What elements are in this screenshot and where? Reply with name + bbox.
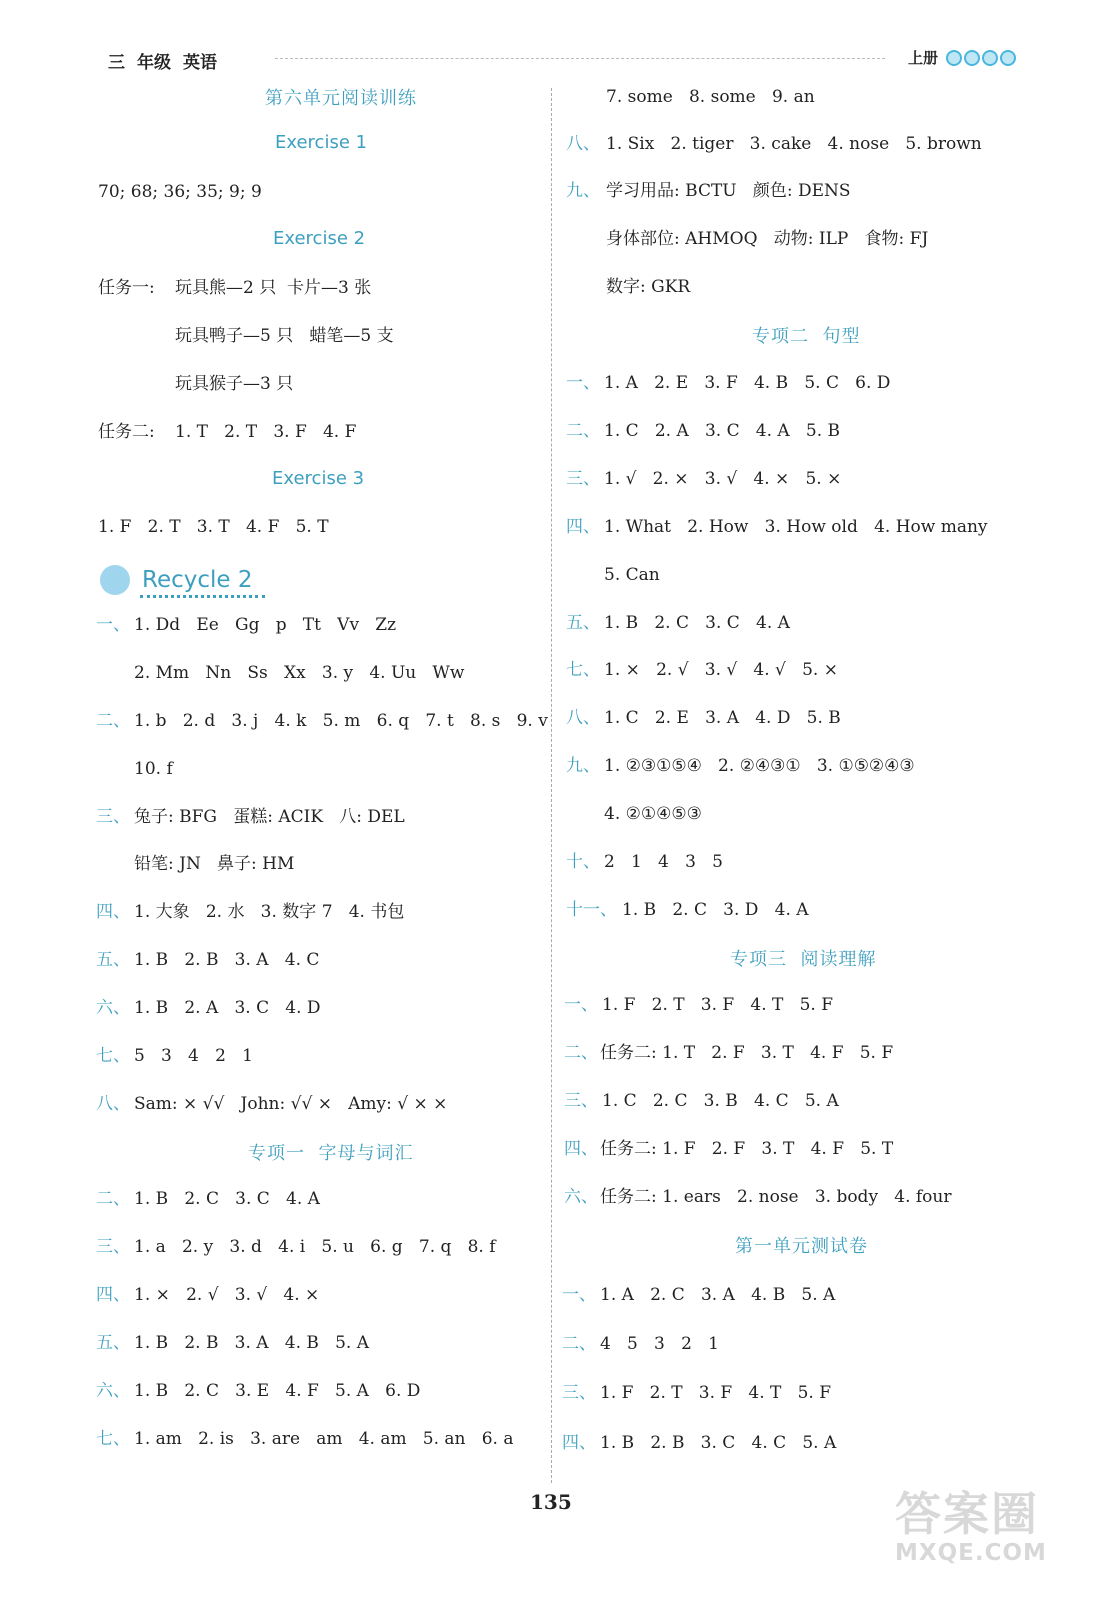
task1-line3: 玩具猴子—3 只 bbox=[175, 374, 294, 394]
question-number: 七、 bbox=[96, 1046, 130, 1066]
question-number: 二、 bbox=[564, 1043, 598, 1063]
special2-q3: 1. √ 2. × 3. √ 4. × 5. × bbox=[604, 469, 842, 489]
question-number: 六、 bbox=[96, 998, 130, 1018]
unit-q9-line1: 学习用品: BCTU 颜色: DENS bbox=[606, 181, 851, 201]
question-number: 一、 bbox=[564, 995, 598, 1015]
task1-label: 任务一: bbox=[98, 278, 155, 298]
question-number: 十一、 bbox=[566, 900, 617, 920]
special2-q1: 1. A 2. E 3. F 4. B 5. C 6. D bbox=[604, 373, 891, 393]
unit1-test-title: 第一单元测试卷 bbox=[735, 1236, 868, 1257]
recycle-q1-line2: 2. Mm Nn Ss Xx 3. y 4. Uu Ww bbox=[134, 663, 465, 683]
circle-bullet-icon bbox=[100, 565, 130, 595]
question-number: 三、 bbox=[96, 1237, 130, 1257]
question-number: 五、 bbox=[96, 950, 130, 970]
question-number: 五、 bbox=[96, 1333, 130, 1353]
task1-line2: 玩具鸭子—5 只 蜡笔—5 支 bbox=[175, 326, 394, 346]
recycle-q2-line1: 1. b 2. d 3. j 4. k 5. m 6. q 7. t 8. s 9. v bbox=[134, 711, 548, 731]
special1-q2: 1. B 2. C 3. C 4. A bbox=[134, 1189, 320, 1209]
special1-title: 专项一 字母与词汇 bbox=[248, 1143, 414, 1164]
recycle-q3-line1: 兔子: BFG 蛋糕: ACIK 八: DEL bbox=[134, 807, 405, 827]
task2-label: 任务二: bbox=[98, 422, 155, 442]
special3-q2: 任务二: 1. T 2. F 3. T 4. F 5. F bbox=[600, 1043, 894, 1063]
exercise3-answer: 1. F 2. T 3. T 4. F 5. T bbox=[98, 517, 329, 537]
question-number: 二、 bbox=[562, 1334, 596, 1354]
question-number: 八、 bbox=[566, 708, 600, 728]
question-number: 七、 bbox=[96, 1429, 130, 1449]
special2-q2: 1. C 2. A 3. C 4. A 5. B bbox=[604, 421, 841, 441]
question-number: 九、 bbox=[566, 756, 600, 776]
exercise3-title: Exercise 3 bbox=[272, 468, 365, 489]
decorative-dots-icon bbox=[946, 50, 1016, 66]
recycle-q4: 1. 大象 2. 水 3. 数字 7 4. 书包 bbox=[134, 902, 405, 922]
special3-q3: 1. C 2. C 3. B 4. C 5. A bbox=[602, 1091, 839, 1111]
recycle-q8: Sam: × √√ John: √√ × Amy: √ × × bbox=[134, 1094, 448, 1114]
question-number: 二、 bbox=[96, 1189, 130, 1209]
question-number: 三、 bbox=[566, 469, 600, 489]
grade-label: 年级 bbox=[137, 53, 171, 73]
unit-q8: 1. Six 2. tiger 3. cake 4. nose 5. brown bbox=[606, 134, 982, 154]
unit1-test-q4: 1. B 2. B 3. C 4. C 5. A bbox=[600, 1433, 837, 1453]
unit6-reading-title: 第六单元阅读训练 bbox=[265, 88, 417, 109]
recycle-q3-line2: 铅笔: JN 鼻子: HM bbox=[134, 854, 295, 874]
question-number: 五、 bbox=[566, 613, 600, 633]
unit1-test-q3: 1. F 2. T 3. F 4. T 5. F bbox=[600, 1383, 832, 1403]
page-number: 135 bbox=[530, 1490, 572, 1514]
unit1-test-q2: 4 5 3 2 1 bbox=[600, 1334, 719, 1354]
question-number: 三、 bbox=[564, 1091, 598, 1111]
special1-q5: 1. B 2. B 3. A 4. B 5. A bbox=[134, 1333, 369, 1353]
question-number: 四、 bbox=[562, 1433, 596, 1453]
watermark-line1: 答案圈 bbox=[895, 1487, 1039, 1541]
question-number: 六、 bbox=[96, 1381, 130, 1401]
volume-badge bbox=[908, 47, 1016, 68]
question-number: 一、 bbox=[566, 373, 600, 393]
unit-q9-line2: 身体部位: AHMOQ 动物: ILP 食物: FJ bbox=[606, 229, 929, 249]
special1-q4: 1. × 2. √ 3. √ 4. × bbox=[134, 1285, 320, 1305]
continued-answer-line: 7. some 8. some 9. an bbox=[606, 87, 815, 107]
special1-q6: 1. B 2. C 3. E 4. F 5. A 6. D bbox=[134, 1381, 421, 1401]
question-number: 一、 bbox=[562, 1285, 596, 1305]
recycle-q6: 1. B 2. A 3. C 4. D bbox=[134, 998, 321, 1018]
recycle-q5: 1. B 2. B 3. A 4. C bbox=[134, 950, 320, 970]
special3-q1: 1. F 2. T 3. F 4. T 5. F bbox=[602, 995, 834, 1015]
unit-q9-line3: 数字: GKR bbox=[606, 277, 691, 297]
question-number: 九、 bbox=[566, 181, 600, 201]
special3-q4: 任务二: 1. F 2. F 3. T 4. F 5. T bbox=[600, 1139, 894, 1159]
recycle-underline bbox=[140, 595, 265, 598]
subject-label: 英语 bbox=[183, 53, 217, 73]
question-number: 一、 bbox=[96, 615, 130, 635]
task1-line1: 玩具熊—2 只 卡片—3 张 bbox=[175, 278, 372, 298]
question-number: 四、 bbox=[566, 517, 600, 537]
question-number: 八、 bbox=[566, 134, 600, 154]
question-number: 四、 bbox=[96, 1285, 130, 1305]
question-number: 八、 bbox=[96, 1094, 130, 1114]
special2-q10: 2 1 4 3 5 bbox=[604, 852, 723, 872]
recycle-title: Recycle 2 bbox=[142, 567, 253, 593]
unit1-test-q1: 1. A 2. C 3. A 4. B 5. A bbox=[600, 1285, 836, 1305]
header-rule bbox=[275, 58, 885, 59]
question-number: 二、 bbox=[566, 421, 600, 441]
special1-q3: 1. a 2. y 3. d 4. i 5. u 6. g 7. q 8. f bbox=[134, 1237, 496, 1257]
page-header bbox=[108, 48, 229, 73]
special2-q5: 1. B 2. C 3. C 4. A bbox=[604, 613, 790, 633]
special1-q7: 1. am 2. is 3. are am 4. am 5. an 6. a bbox=[134, 1429, 514, 1449]
special2-q7: 1. × 2. √ 3. √ 4. √ 5. × bbox=[604, 660, 838, 680]
task2-answer: 1. T 2. T 3. F 4. F bbox=[175, 422, 357, 442]
special3-q6: 任务二: 1. ears 2. nose 3. body 4. four bbox=[600, 1187, 952, 1207]
watermark-line2: MXQE.COM bbox=[895, 1540, 1047, 1566]
recycle-q7: 5 3 4 2 1 bbox=[134, 1046, 253, 1066]
question-number: 六、 bbox=[564, 1187, 598, 1207]
special2-q4-line2: 5. Can bbox=[604, 565, 660, 585]
question-number: 十、 bbox=[566, 852, 600, 872]
question-number: 三、 bbox=[562, 1383, 596, 1403]
question-number: 三、 bbox=[96, 807, 130, 827]
special2-q4-line1: 1. What 2. How 3. How old 4. How many bbox=[604, 517, 988, 537]
recycle-heading bbox=[100, 565, 253, 595]
question-number: 二、 bbox=[96, 711, 130, 731]
column-divider bbox=[551, 88, 552, 1483]
volume-label: 上册 bbox=[908, 49, 939, 67]
special2-q9-line2: 4. ②①④⑤③ bbox=[604, 804, 702, 824]
question-number: 七、 bbox=[566, 660, 600, 680]
exercise2-title: Exercise 2 bbox=[273, 228, 366, 249]
exercise1-title: Exercise 1 bbox=[275, 132, 368, 153]
recycle-q1-line1: 1. Dd Ee Gg p Tt Vv Zz bbox=[134, 615, 397, 635]
special2-q11: 1. B 2. C 3. D 4. A bbox=[622, 900, 809, 920]
special2-q9-line1: 1. ②③①⑤④ 2. ②④③① 3. ①⑤②④③ bbox=[604, 756, 915, 776]
recycle-q2-line2: 10. f bbox=[134, 759, 173, 779]
special2-q8: 1. C 2. E 3. A 4. D 5. B bbox=[604, 708, 841, 728]
question-number: 四、 bbox=[564, 1139, 598, 1159]
exercise1-answer: 70; 68; 36; 35; 9; 9 bbox=[98, 182, 262, 202]
question-number: 四、 bbox=[96, 902, 130, 922]
special2-title: 专项二 句型 bbox=[752, 326, 861, 347]
grade-number: 三 bbox=[108, 53, 125, 73]
special3-title: 专项三 阅读理解 bbox=[730, 949, 877, 970]
watermark-logo bbox=[895, 1478, 1047, 1566]
